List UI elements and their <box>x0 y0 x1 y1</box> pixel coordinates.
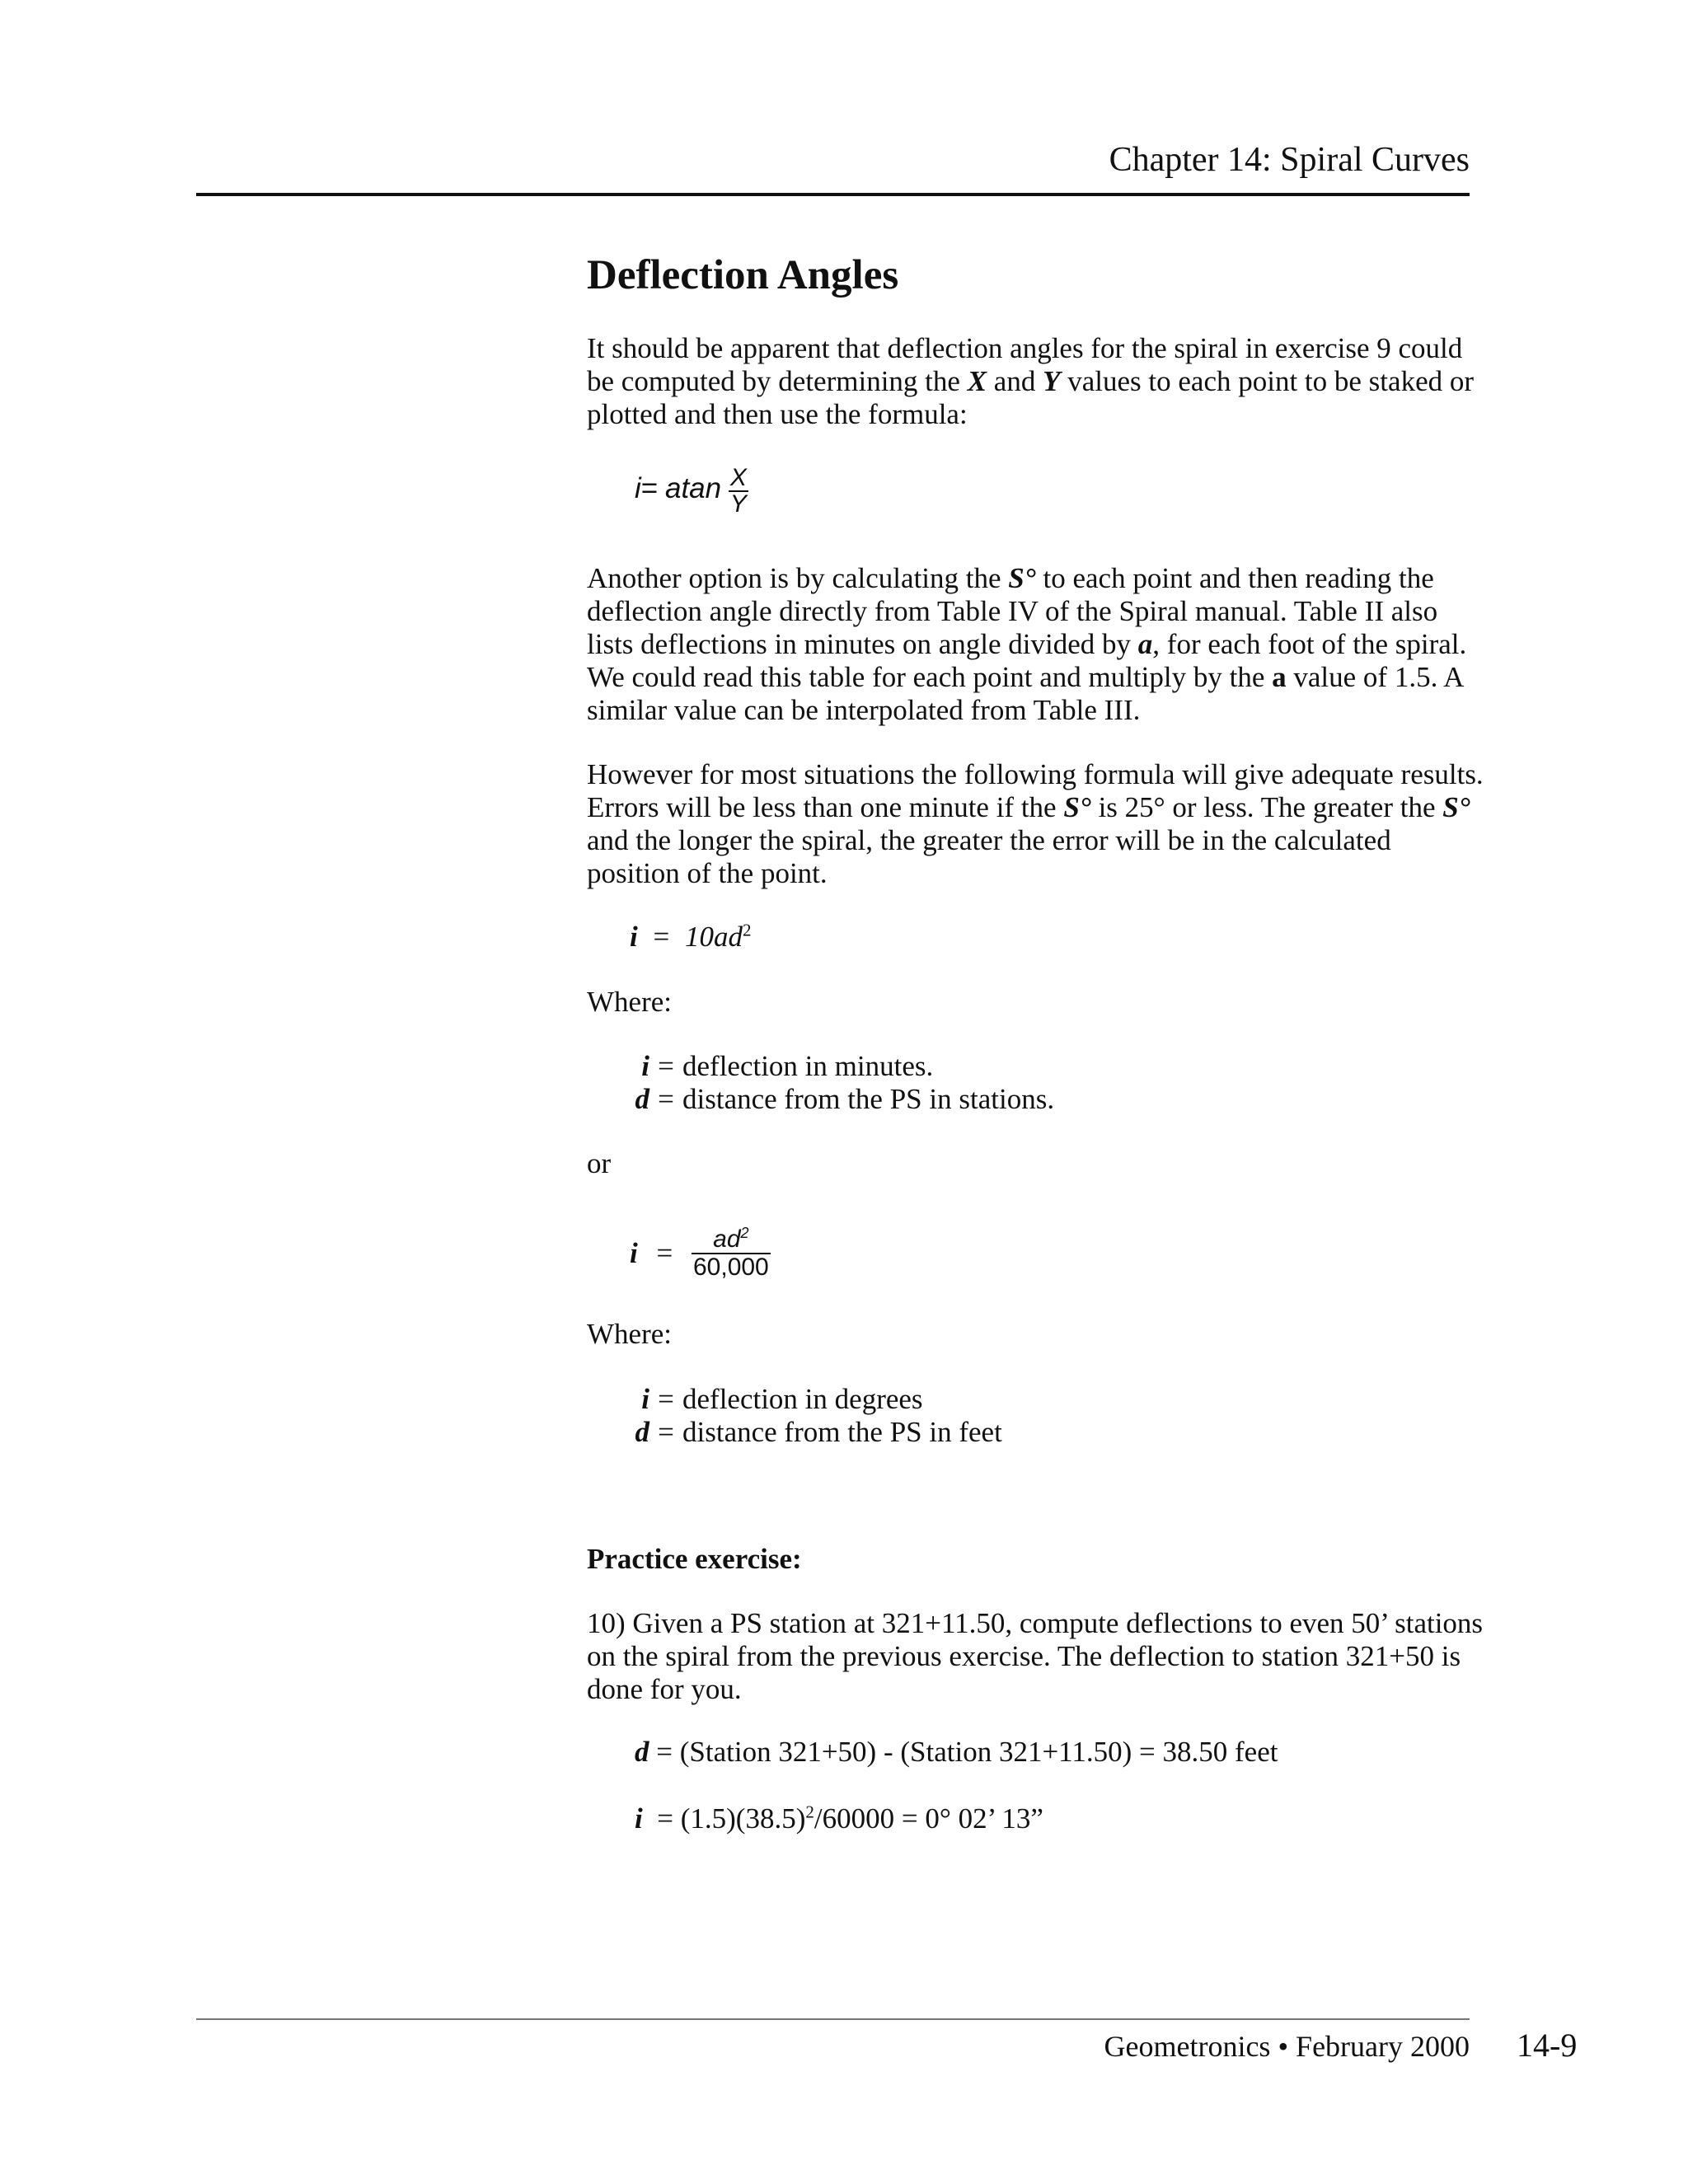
where-label: Where: <box>587 986 672 1018</box>
var-x: X <box>967 365 987 397</box>
practice-heading: Practice exercise: <box>587 1543 802 1575</box>
fraction-numerator: X <box>729 464 747 491</box>
numerator-exponent: 2 <box>740 1225 749 1241</box>
formula-fraction <box>729 466 748 517</box>
formula-eq: = <box>656 1237 673 1269</box>
var-s: S° <box>1008 562 1036 594</box>
definition-text: deflection in degrees <box>682 1383 923 1415</box>
text-run: is 25° or less. The greater the <box>1090 791 1443 823</box>
var-d: d <box>635 1736 649 1768</box>
text-run: = (1.5)(38.5) <box>642 1802 806 1835</box>
definition-eq: = <box>658 1083 674 1115</box>
var-a: a <box>1272 661 1287 693</box>
definition-eq: = <box>658 1416 674 1448</box>
definition-symbol: i <box>641 1050 649 1082</box>
formula-lhs: i <box>630 1237 638 1269</box>
formula-lhs: i <box>635 472 641 505</box>
definition-row <box>626 1383 1002 1416</box>
text-run: However for most situations the following formula will give adequate results. Errors will be less than one minute if the <box>587 758 1484 823</box>
practice-deflection-line <box>635 1802 1043 1835</box>
fraction-denominator: 60,000 <box>692 1254 769 1281</box>
footer-text: Geometronics • February 2000 <box>1104 2030 1470 2063</box>
formula-eq: = <box>653 921 670 953</box>
text-run: value of 1.5. A similar value can be interpolated from Table III. <box>587 661 1463 726</box>
formula-fn: atan <box>664 472 722 505</box>
definition-eq: = <box>658 1050 674 1082</box>
exponent: 2 <box>805 1802 814 1822</box>
page-number: 14-9 <box>1517 2027 1578 2064</box>
text-run: It should be apparent that deflection angles for the spiral in exercise 9 could be computed by determining the <box>587 332 1463 397</box>
var-a: a <box>1137 628 1153 660</box>
text-run: = (Station 321+50) - (Station 321+11.50) = 38.50 feet <box>649 1736 1278 1768</box>
formula-atan <box>635 466 748 517</box>
formula-minutes <box>630 921 751 954</box>
text-run: , for each foot of the spiral. We could read this table for each point and multiply by the <box>587 628 1467 693</box>
section-title: Deflection Angles <box>587 252 899 298</box>
practice-text: 10) Given a PS station at 321+11.50, compute deflections to even 50’ stations on the spiral from the previous exercise. The deflection to station 321+50 is done for you. <box>587 1607 1484 1705</box>
formula-eq: = <box>640 472 659 505</box>
var-s: S° <box>1442 791 1470 823</box>
fraction-denominator: Y <box>729 490 747 518</box>
definition-row <box>626 1083 1054 1116</box>
header-rule <box>196 193 1470 196</box>
var-s: S° <box>1063 791 1091 823</box>
fraction-numerator <box>692 1226 771 1254</box>
definition-symbol: d <box>635 1416 649 1448</box>
definition-row <box>626 1416 1002 1449</box>
definition-text: distance from the PS in feet <box>682 1416 1002 1448</box>
definitions-list <box>626 1050 1054 1116</box>
practice-distance-line <box>635 1736 1278 1769</box>
chapter-header: Chapter 14: Spiral Curves <box>1109 141 1470 179</box>
text-run: and the longer the spiral, the greater the error will be in the calculated position of the point. <box>587 824 1391 889</box>
text-run: Another option is by calculating the <box>587 562 1009 594</box>
paragraph-intro <box>587 332 1485 431</box>
definition-text: deflection in minutes. <box>682 1050 934 1082</box>
formula-lhs: i <box>630 921 638 953</box>
formula-exponent: 2 <box>742 920 752 940</box>
text-run: to each point and then reading the deflection angle directly from Table IV of the Spiral manual. Table II also lists deflections in minutes on angle divided by <box>587 562 1438 660</box>
text-run: values to each point to be staked or plotted and then use the formula: <box>587 365 1475 430</box>
or-label: or <box>587 1147 612 1179</box>
formula-fraction <box>692 1226 771 1281</box>
formula-degrees <box>630 1226 771 1281</box>
text-run: and <box>987 365 1043 397</box>
definition-symbol: d <box>635 1083 649 1115</box>
numerator-text: ad <box>713 1226 741 1253</box>
formula-rhs: 10ad <box>684 921 743 953</box>
footer-rule <box>196 2018 1470 2020</box>
definition-symbol: i <box>641 1383 649 1415</box>
paragraph-adequate <box>587 758 1485 890</box>
where-label: Where: <box>587 1318 672 1350</box>
definition-eq: = <box>658 1383 674 1415</box>
text-run: /60000 = 0° 02’ 13” <box>814 1802 1043 1835</box>
definition-row <box>626 1050 1054 1083</box>
var-i: i <box>635 1802 643 1835</box>
definition-text: distance from the PS in stations. <box>682 1083 1055 1115</box>
var-y: Y <box>1043 365 1061 397</box>
definitions-list <box>626 1383 1002 1449</box>
paragraph-option <box>587 562 1485 727</box>
